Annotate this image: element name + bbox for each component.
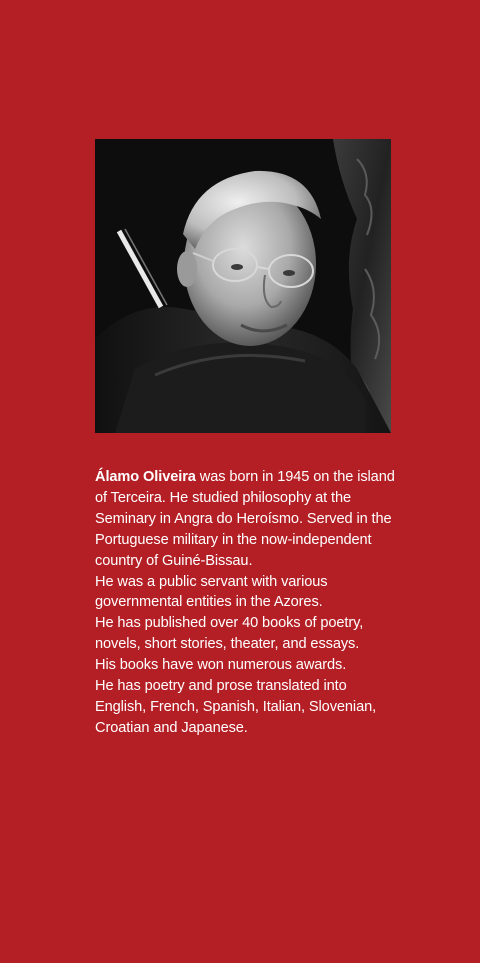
- author-name: Álamo Oliveira: [95, 469, 196, 485]
- portrait-photo: [95, 139, 391, 433]
- bio-publications: He has published over 40 books of poetry, novels, short stories, theater, and essays.: [95, 615, 364, 653]
- bio-intro: [95, 467, 395, 572]
- bio-public-service: He was a public servant with various governmental entities in the Azores.: [95, 573, 328, 611]
- bio-intro-text: was born in 1945 on the island of Terceira. He studied philosophy at the Seminary in Angra do Heroísmo. Served in the Portuguese military in the now-independent country of Guiné-Bissau.: [95, 469, 395, 569]
- author-bio: [95, 467, 395, 739]
- bio-translations: He has poetry and prose translated into English, French, Spanish, Italian, Slovenian, Croatian and Japanese.: [95, 678, 377, 736]
- bio-awards: His books have won numerous awards.: [95, 657, 347, 674]
- author-portrait: [95, 139, 391, 433]
